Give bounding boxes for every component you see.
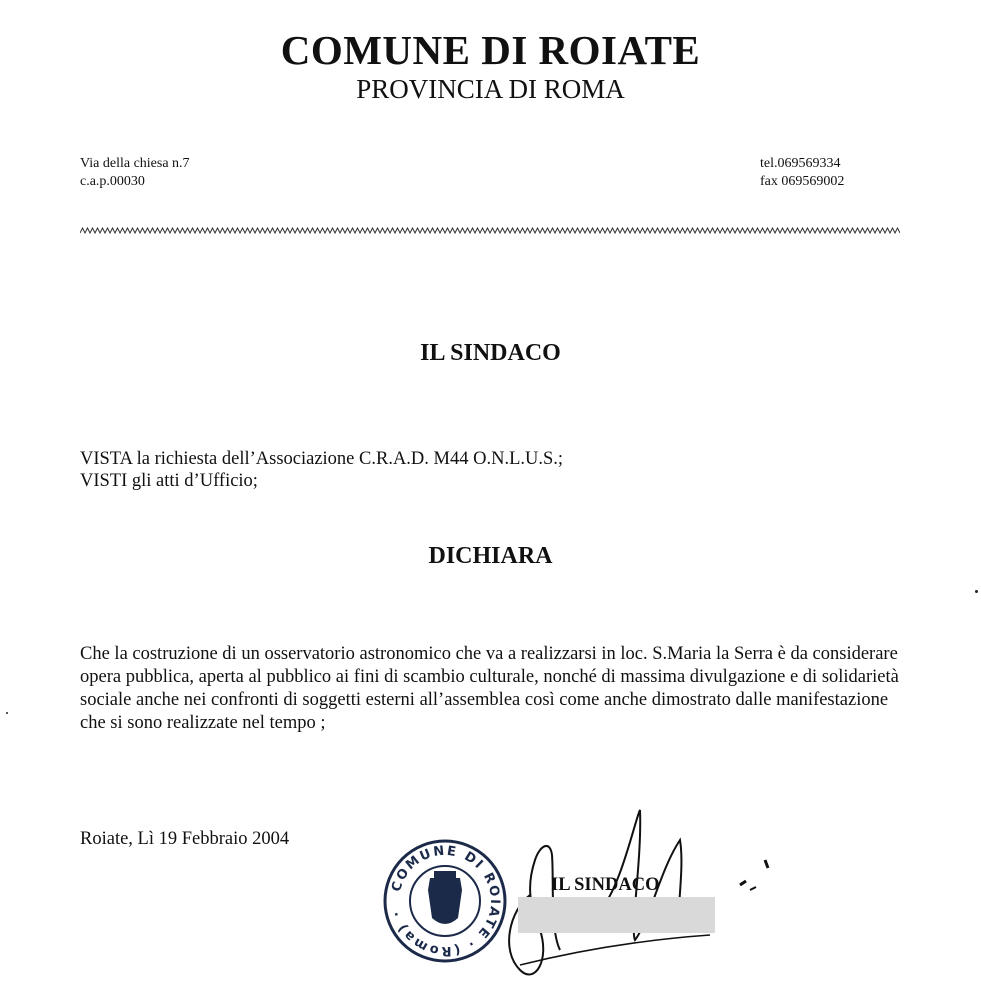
declaration-heading: DICHIARA [428,543,553,569]
municipality-title: COMUNE DI ROIATE [280,27,701,73]
speck-mark [975,590,978,593]
issuer-heading: IL SINDACO [420,340,561,366]
address-line: Via della chiesa n.7 [80,156,190,171]
telephone-line: tel.069569334 [760,156,841,171]
postal-code-line: c.a.p.00030 [80,174,145,189]
wavy-divider [80,225,900,237]
redacted-name-box [518,897,715,933]
stamp-text: COMUNE DI ROIATE · (Roma) · [388,843,503,959]
premises-block [80,448,563,492]
place-and-date: Roiate, Lì 19 Febbraio 2004 [80,829,290,849]
province-subtitle: PROVINCIA DI ROMA [356,74,625,104]
fax-line: fax 069569002 [760,174,845,189]
phone-fax-block [760,155,844,191]
visti-line: VISTI gli atti d’Ufficio; [80,471,258,491]
speck-mark [6,712,8,714]
vista-line: VISTA la richiesta dell’Associazione C.R.A.D. M44 O.N.L.U.S.; [80,449,564,469]
declaration-body: Che la costruzione di un osservatorio astronomico che va a realizzarsi in loc. S.Maria la Serra è da considerare opera pubblica, aperta al pubblico ai fini di scambio culturale, nonché di massima divulgazione e di solidarietà sociale anche nei confronti di soggetti esterni all’assemblea così come anche dimostrato dalle manifestazione che si sono realizzate nel tempo ; [80,644,899,733]
signatory-title: IL SINDACO [551,875,660,895]
address-block [80,155,190,191]
